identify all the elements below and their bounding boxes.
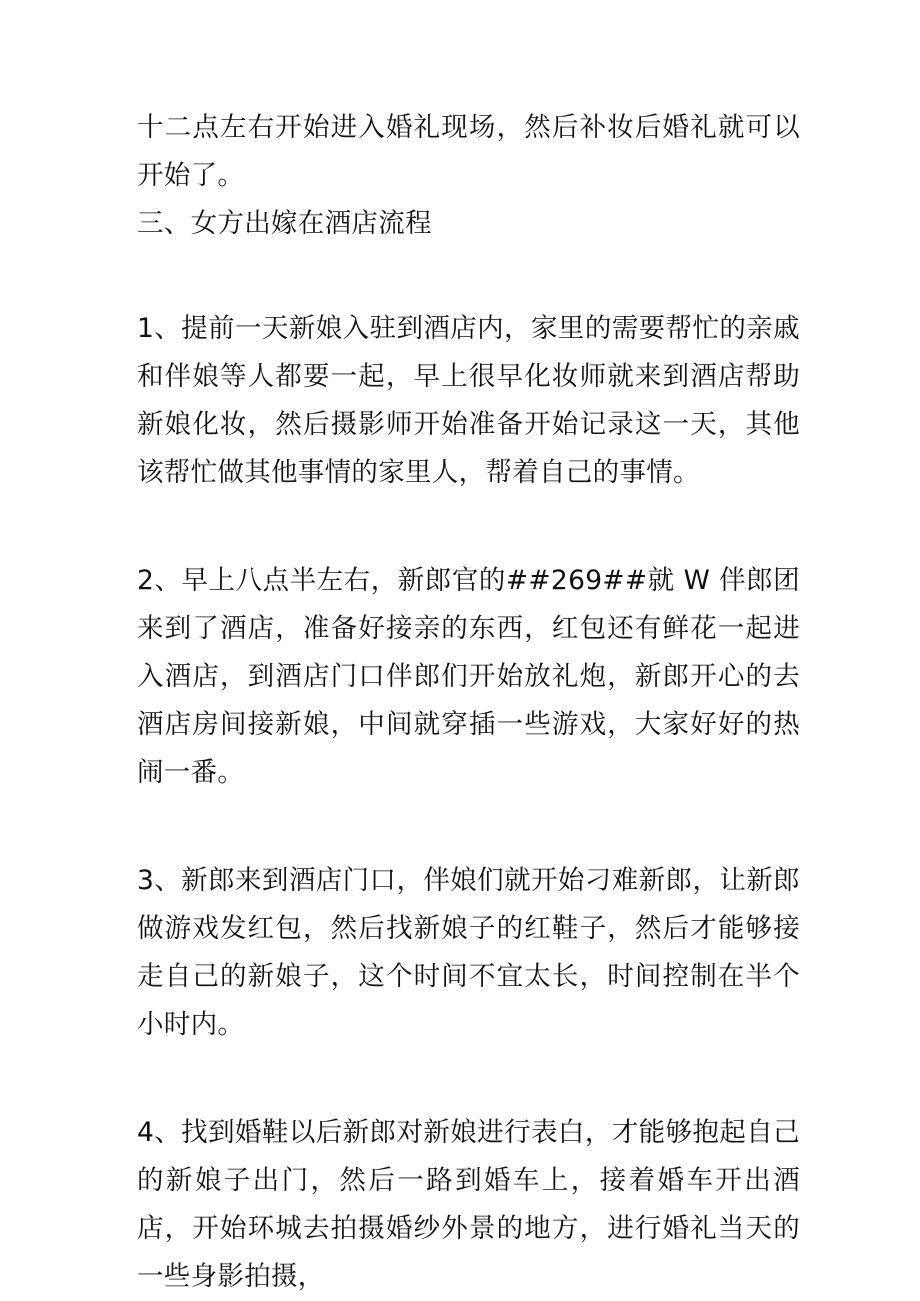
paragraph-intro: 十二点左右开始进入婚礼现场，然后补妆后婚礼就可以开始了。 (137, 112, 800, 191)
paragraph-step-3: 3、新郎来到酒店门口，伴娘们就开始刁难新郎，让新郎做游戏发红包，然后找新娘子的红鞋子，然后才能够接走自己的新娘子，这个时间不宜太长，时间控制在半个小时内。 (137, 865, 800, 1040)
paragraph-step-4: 4、找到婚鞋以后新郎对新娘进行表白，才能够抱起自己的新娘子出门，然后一路到婚车上，接着婚车开出酒店，开始环城去拍摄婚纱外景的地方，进行婚礼当天的一些身影拍摄， (137, 1117, 800, 1292)
paragraph-step-2: 2、早上八点半左右，新郎官的##269##就 W 伴郎团来到了酒店，准备好接亲的东西，红包还有鲜花一起进入酒店，到酒店门口伴郎们开始放礼炮，新郎开心的去酒店房间接新娘，中间就穿插一些游戏，大家好好的热闹一番。 (137, 565, 800, 788)
section-heading: 三、女方出嫁在酒店流程 (137, 208, 432, 239)
paragraph-step-1: 1、提前一天新娘入驻到酒店内，家里的需要帮忙的亲戚和伴娘等人都要一起，早上很早化妆师就来到酒店帮助新娘化妆，然后摄影师开始准备开始记录这一天，其他该帮忙做其他事情的家里人，帮着自己的事情。 (137, 313, 800, 488)
